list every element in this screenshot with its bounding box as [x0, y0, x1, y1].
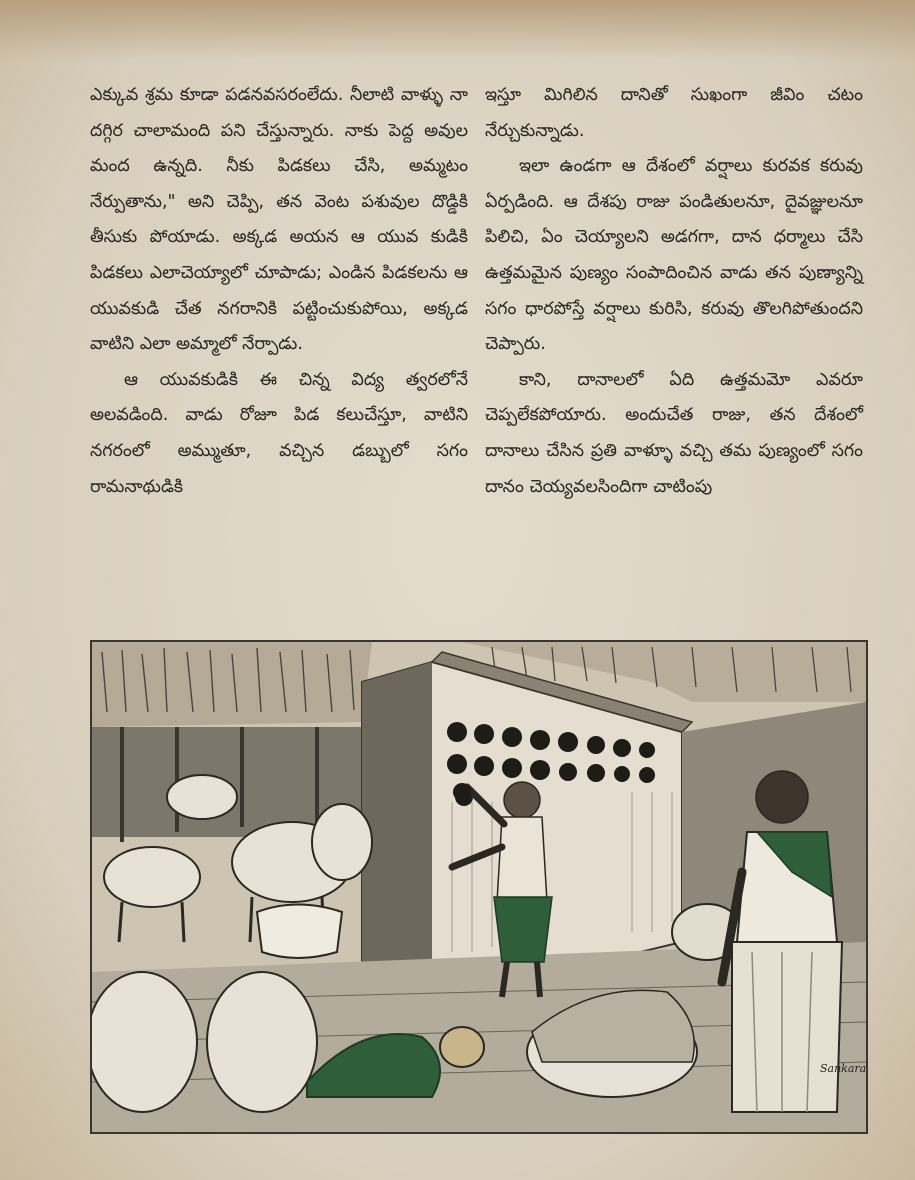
paragraph: ఇస్తూ మిగిలిన దానితో సుఖంగా జీవిం చటం నేర్చుకున్నాడు. — [485, 85, 863, 141]
paragraph: ఎక్కువ శ్రమ కూడా పడనవసరంలేదు. నీలాటి వాళ్ళు నా దగ్గిర చాలామంది పని చేస్తున్నారు. నాకు పెద్ద అవుల మంద ఉన్నది. నీకు పిడకలు చేసి, అమ్మటం నేర్పుతాను," అని చెప్పి, తన వెంట పశువుల దొడ్డికి తీసుకు పోయాడు. అక్కడ అయన ఆ యువ కుడికి పిడకలు ఎలాచెయ్యాలో చూపాడు; ఎండిన పిడకలను ఆ యువకుడి చేత నగరానికి పట్టించుకుపోయి, అక్కడ వాటిని ఎలా అమ్మాలో నేర్పాడు. — [90, 85, 468, 355]
right-text-column — [485, 78, 863, 505]
paper-stain — [0, 0, 915, 60]
paragraph: ఇలా ఉండగా ఆ దేశంలో వర్షాలు కురవక కరువు ఏర్పడింది. ఆ దేశపు రాజు పండితులనూ, దైవజ్ఞులనూ పిలిచి, ఏం చెయ్యాలని అడగగా, దాన ధర్మాలు చేసి ఉత్తమమైన పుణ్యం సంపాదించిన వాడు తన పుణ్యాన్ని సగం ధారపోస్తే వర్షాలు కురిసి, కరువు తొలగిపోతుందని చెప్పారు. — [485, 156, 863, 355]
paragraph: ఆ యువకుడికి ఈ చిన్న విద్య త్వరలోనే అలవడింది. వాడు రోజూ పిడ కలుచేస్తూ, వాటిని నగరంలో అమ్ముతూ, వచ్చిన డబ్బులో సగం రామనాథుడికి — [90, 369, 468, 497]
story-illustration — [90, 640, 868, 1134]
water-trough — [257, 905, 342, 959]
cowshed-scene — [92, 642, 866, 1132]
left-text-column — [90, 78, 468, 505]
paragraph: కాని, దానాలలో ఏది ఉత్తమమో ఎవరూ చెప్పలేకపోయారు. అందుచేత రాజు, తన దేశంలో దానాలు చేసిన ప్రతి వాళ్ళూ వచ్చి తమ పుణ్యంలో సగం దానం చెయ్యవలసిందిగా చాటింపు — [485, 369, 863, 497]
clay-pot — [440, 1027, 484, 1067]
artist-signature: Sankara — [820, 1062, 866, 1075]
